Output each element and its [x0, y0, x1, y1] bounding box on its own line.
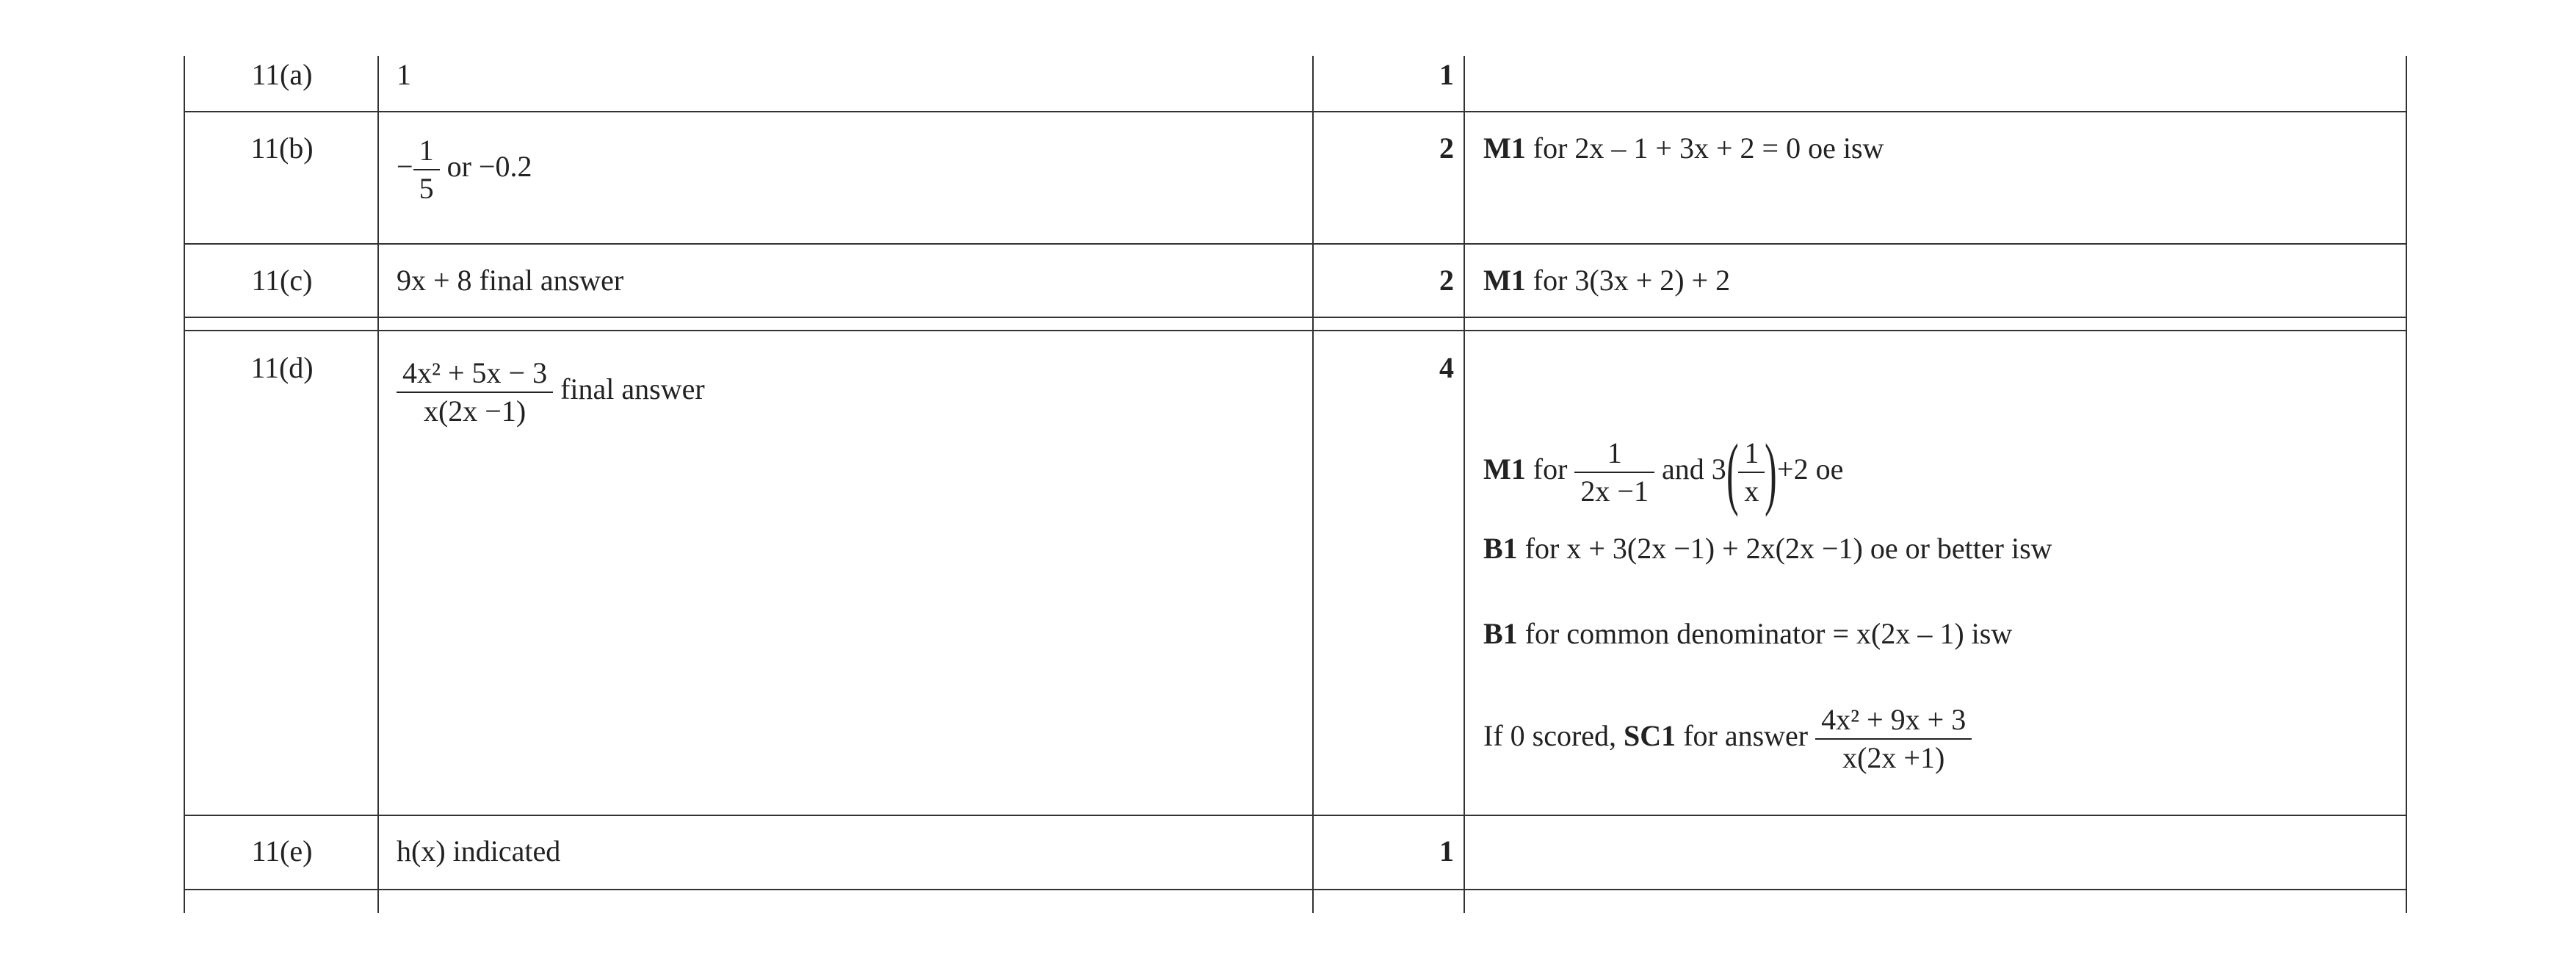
- guidance: [1483, 130, 1884, 167]
- fraction: [1815, 701, 1972, 776]
- fraction: [1574, 435, 1654, 510]
- guidance-expression: 2x – 1 + 3x + 2 = 0: [1574, 131, 1801, 165]
- table-border-right: [2406, 56, 2407, 913]
- guidance-for: for: [1533, 264, 1568, 297]
- guidance-line: [1483, 428, 1844, 517]
- marks: 1: [1439, 58, 1454, 91]
- answer: [397, 262, 623, 299]
- table-border-left: [184, 56, 185, 913]
- fraction-numerator: 1: [1607, 436, 1622, 469]
- fraction-denominator: 2x −1: [1574, 472, 1654, 510]
- fraction-denominator: x(2x +1): [1815, 738, 1972, 776]
- marks: 2: [1439, 264, 1454, 297]
- marks: 2: [1439, 131, 1454, 165]
- guidance: [1483, 262, 1730, 299]
- marks: 4: [1439, 351, 1454, 384]
- fraction: [1738, 435, 1765, 510]
- left-paren: (: [1726, 428, 1739, 517]
- guidance-for: for: [1533, 131, 1568, 165]
- row-divider: [184, 330, 2407, 331]
- guidance-tail: oe or better isw: [1870, 532, 2052, 565]
- column-divider-marks: [1464, 56, 1465, 913]
- guidance-tail: oe isw: [1808, 131, 1884, 165]
- fraction-numerator: 1: [419, 134, 434, 167]
- row-divider: [184, 243, 2407, 245]
- mark-code: M1: [1483, 264, 1526, 297]
- mark-code: M1: [1483, 452, 1526, 486]
- right-paren: ): [1765, 428, 1777, 517]
- answer-tail: final answer: [479, 264, 624, 297]
- fraction-denominator: x: [1738, 472, 1765, 510]
- fraction-numerator: 4x² + 9x + 3: [1821, 703, 1967, 736]
- guidance-plus: +2: [1777, 452, 1809, 486]
- column-divider-answer: [1312, 56, 1314, 913]
- answer: [397, 833, 560, 870]
- guidance-and: and 3: [1661, 452, 1726, 486]
- minus-sign: −: [397, 150, 413, 184]
- answer: [397, 355, 705, 430]
- row-divider: [184, 889, 2407, 890]
- answer-expression: 9x + 8: [397, 264, 472, 297]
- row-divider: [184, 815, 2407, 816]
- guidance-expression: x + 3(2x −1) + 2x(2x −1): [1566, 532, 1863, 565]
- mark-code: B1: [1483, 532, 1518, 565]
- guidance-line: [1483, 530, 2052, 567]
- row-divider: [184, 111, 2407, 112]
- mark-code: M1: [1483, 131, 1526, 165]
- guidance-mid: for answer: [1683, 719, 1809, 753]
- answer-or: or: [446, 150, 471, 184]
- mark-code: B1: [1483, 617, 1518, 650]
- guidance-tail: oe: [1815, 452, 1844, 486]
- guidance-for: for: [1524, 532, 1560, 565]
- guidance-line: [1483, 701, 1972, 776]
- fraction-numerator: 1: [1744, 436, 1759, 469]
- answer: 1: [397, 58, 411, 91]
- guidance-expression: 3(3x + 2) + 2: [1574, 264, 1731, 297]
- mark-code: SC1: [1624, 719, 1676, 753]
- fraction: [397, 355, 553, 430]
- row-divider: [184, 317, 2407, 318]
- guidance-text: for common denominator = x(2x – 1) isw: [1524, 617, 2013, 650]
- answer-expression: h(x): [397, 834, 446, 868]
- answer-tail: final answer: [560, 372, 705, 406]
- question-number: 11(a): [251, 58, 313, 91]
- marks: 1: [1439, 834, 1454, 868]
- answer-tail: indicated: [452, 834, 561, 868]
- answer-alt: −0.2: [478, 150, 532, 184]
- question-number: 11(e): [251, 834, 313, 868]
- guidance-line: [1483, 616, 2012, 652]
- fraction-denominator: 5: [413, 169, 440, 207]
- question-number: 11(c): [251, 264, 313, 297]
- fraction-numerator: 4x² + 5x − 3: [402, 356, 548, 389]
- fraction: [413, 132, 440, 207]
- fraction-denominator: x(2x −1): [397, 392, 553, 430]
- answer: [397, 132, 532, 207]
- column-divider-question: [377, 56, 379, 913]
- guidance-prefix: If 0 scored,: [1483, 719, 1617, 753]
- question-number: 11(b): [250, 131, 314, 165]
- guidance-for: for: [1533, 452, 1568, 486]
- question-number: 11(d): [250, 351, 314, 384]
